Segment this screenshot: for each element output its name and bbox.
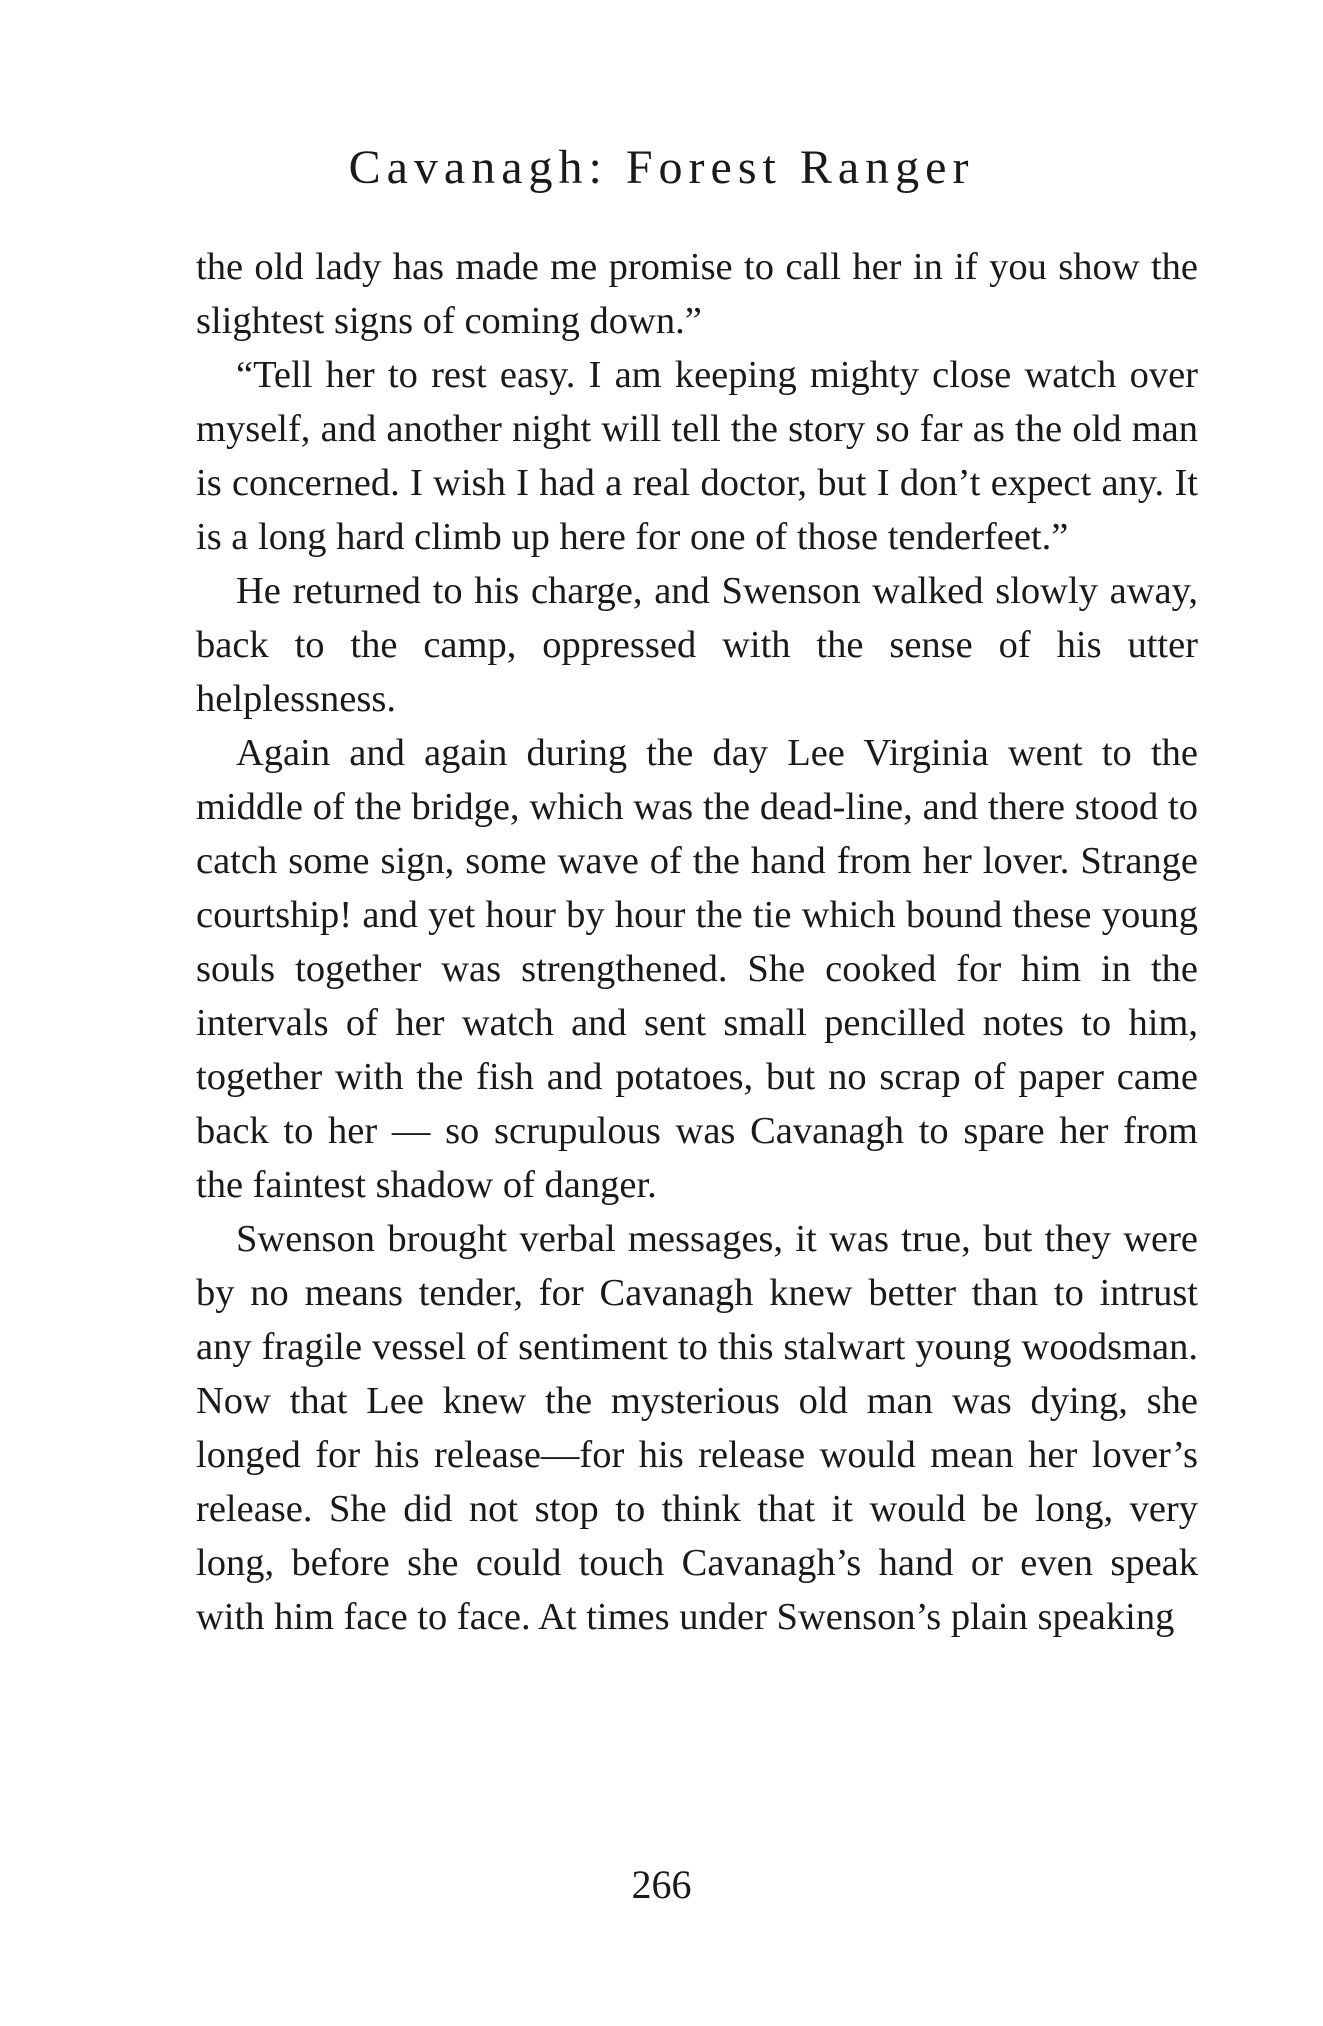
paragraph-3: He returned to his charge, and Swenson walked slowly away, back to the camp, oppressed with the sense of his utter helplessness.: [196, 570, 1198, 720]
paragraph-5: Swenson brought verbal messages, it was true, but they were by no means tender, for Cavanagh knew better than to intrust any fragile vessel of sentiment to this stalwart young woodsman. Now that Lee knew the mysterious old man was dying, she longed for his release—for his release would mean her lover’s release. She did not stop to think that it would be long, very long, before she could touch Cavanagh’s hand or even speak with him face to face. At times under Swenson’s plain speaking: [196, 1218, 1198, 1638]
paragraph-4: Again and again during the day Lee Virginia went to the middle of the bridge, which was the dead-line, and there stood to catch some sign, some wave of the hand from her lover. Strange courtship! and yet hour by hour the tie which bound these young souls together was strengthened. She cooked for him in the intervals of her watch and sent small pencilled notes to him, together with the fish and potatoes, but no scrap of paper came back to her — so scrupulous was Cavanagh to spare her from the faintest shadow of danger.: [196, 732, 1198, 1206]
paragraph-2: “Tell her to rest easy. I am keeping mighty close watch over myself, and another night will tell the story so far as the old man is concerned. I wish I had a real doctor, but I don’t expect any. It is a long hard climb up here for one of those tenderfeet.”: [196, 354, 1198, 558]
page-number: 266: [631, 1862, 692, 1907]
paragraph-1: the old lady has made me promise to call her in if you show the slightest signs of coming down.”: [196, 246, 1198, 342]
running-head: Cavanagh: Forest Ranger: [348, 141, 975, 194]
body-text: [196, 240, 1198, 1644]
